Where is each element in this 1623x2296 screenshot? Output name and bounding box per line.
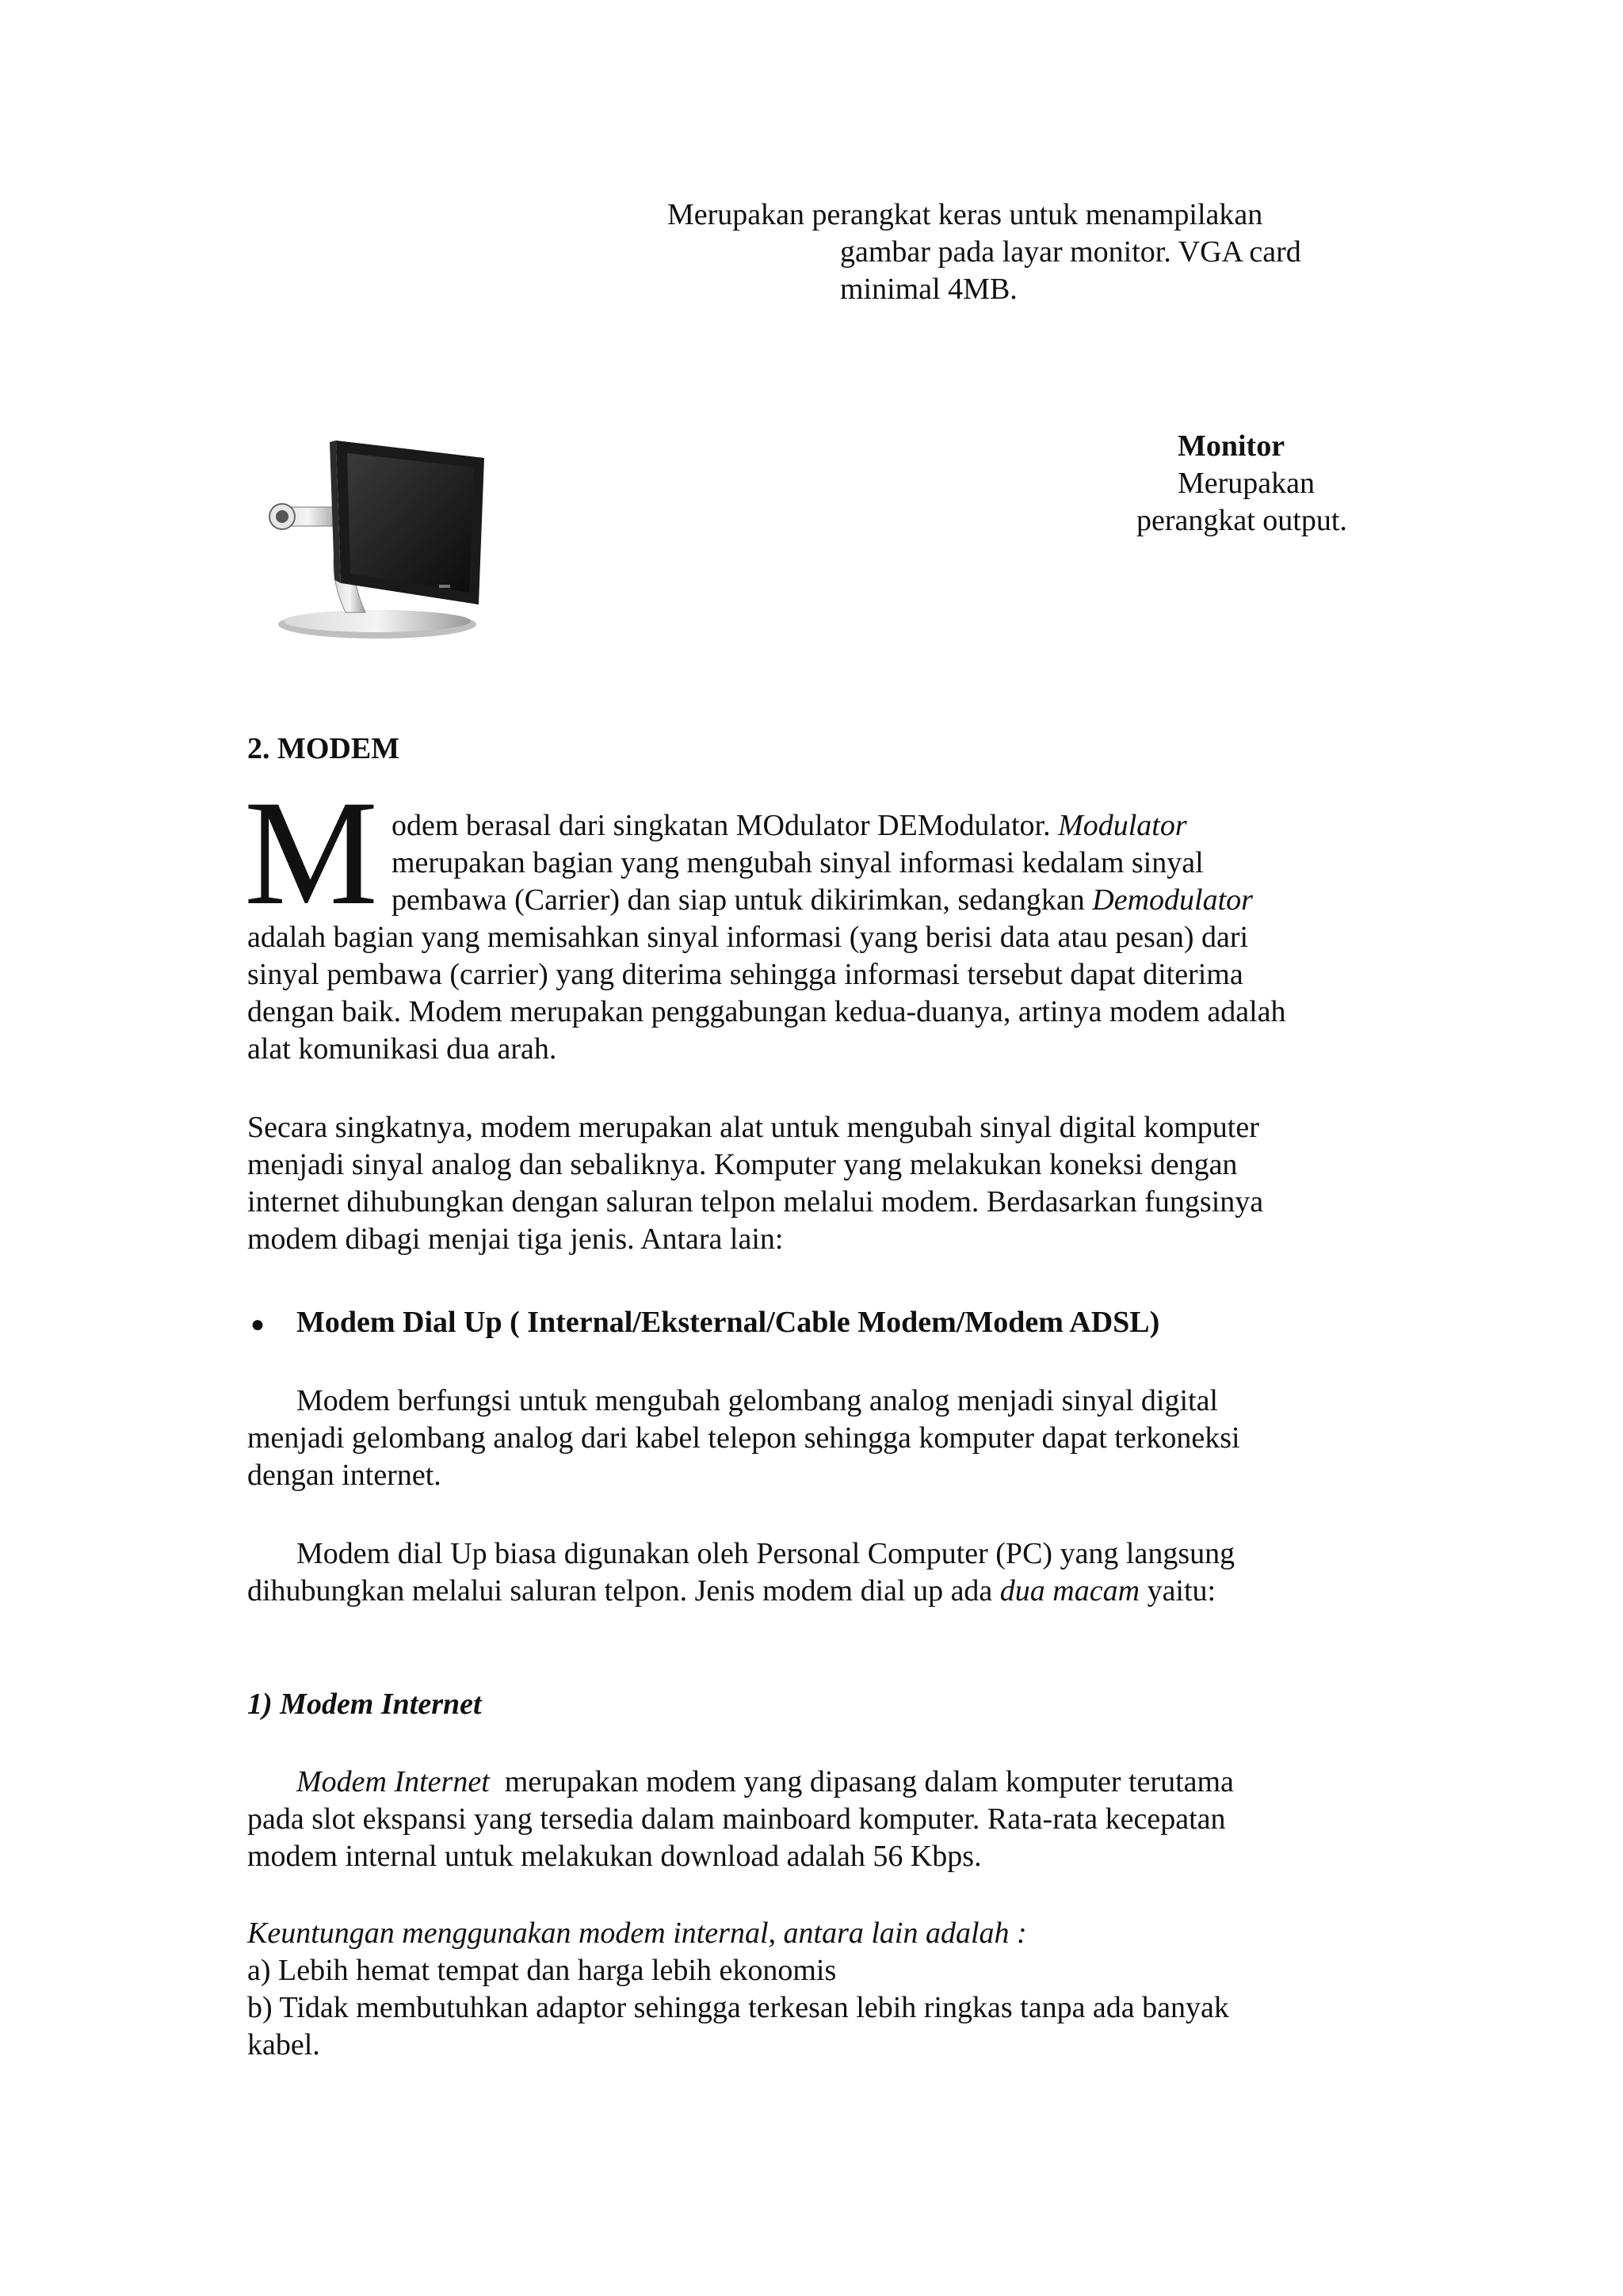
vga-line-1: Merupakan perangkat keras untuk menampilakan (667, 198, 1263, 231)
intro-line-6: dengan baik. Modem merupakan penggabungan kedua-duanya, artinya modem adalah (247, 995, 1286, 1028)
paragraph-4-line-1: Modem dial Up biasa digunakan oleh Personal Computer (PC) yang langsung (296, 1537, 1235, 1570)
monitor-image (258, 434, 496, 642)
intro-line-5: sinyal pembawa (carrier) yang diterima sehingga informasi tersebut dapat diterima (247, 958, 1243, 991)
intro-line-3 (391, 882, 1253, 919)
subheading-modem-internet: 1) Modem Internet (247, 1688, 482, 1721)
drop-cap: M (244, 770, 378, 936)
paragraph-2-line-3: internet dihubungkan dengan saluran telpon melalui modem. Berdasarkan fungsinya (247, 1185, 1264, 1219)
vga-description (667, 196, 1381, 308)
paragraph-3-line-1: Modem berfungsi untuk mengubah gelombang analog menjadi sinyal digital (296, 1384, 1218, 1417)
section-heading-modem: 2. MODEM (247, 732, 400, 765)
bullet-modem-dial-up: Modem Dial Up ( Internal/Eksternal/Cable Modem/Modem ADSL) (296, 1306, 1160, 1339)
paragraph-3-line-3: dengan internet. (247, 1459, 441, 1492)
vga-line-3: minimal 4MB. (840, 273, 1018, 306)
modulator-term: Modulator (1058, 809, 1187, 842)
intro-line-2: merupakan bagian yang mengubah sinyal informasi kedalam sinyal (391, 846, 1204, 879)
paragraph-5-line-1 (296, 1764, 1234, 1801)
advantage-a: a) Lebih hemat tempat dan harga lebih ekonomis (247, 1954, 837, 1987)
intro-line-3-text: pembawa (Carrier) dan siap untuk dikirimkan, sedangkan (391, 883, 1093, 917)
paragraph-4-line-2-text: dihubungkan melalui saluran telpon. Jenis modem dial up ada (247, 1574, 1000, 1608)
vga-line-2: gambar pada layar monitor. VGA card (840, 235, 1301, 269)
intro-line-7: alat komunikasi dua arah. (247, 1032, 557, 1066)
intro-line-1-text: odem berasal dari singkatan MOdulator DEModulator. (391, 809, 1059, 842)
paragraph-5-line-1-text: merupakan modem yang dipasang dalam komputer terutama (489, 1765, 1234, 1798)
monitor-caption-line-2: perangkat output. (1136, 504, 1347, 537)
paragraph-4-line-2-end: yaitu: (1140, 1574, 1216, 1608)
paragraph-2-line-2: menjadi sinyal analog dan sebaliknya. Komputer yang melakukan koneksi dengan (247, 1148, 1238, 1181)
paragraph-5-line-2: pada slot ekspansi yang tersedia dalam mainboard komputer. Rata-rata kecepatan (247, 1802, 1226, 1836)
paragraph-4-line-2 (247, 1573, 1216, 1610)
intro-line-1 (391, 807, 1187, 845)
monitor-title: Monitor (1178, 429, 1285, 463)
advantages-heading: Keuntungan menggunakan modem internal, antara lain adalah : (247, 1917, 1027, 1950)
paragraph-2-line-4: modem dibagi menjai tiga jenis. Antara lain: (247, 1222, 784, 1256)
monitor-caption-line-1: Merupakan (1178, 467, 1316, 500)
bullet-icon: ● (250, 1311, 265, 1337)
paragraph-3-line-2: menjadi gelombang analog dari kabel telepon sehingga komputer dapat terkoneksi (247, 1421, 1240, 1455)
modem-internet-term: Modem Internet (296, 1765, 490, 1798)
paragraph-5-line-3: modem internal untuk melakukan download adalah 56 Kbps. (247, 1840, 982, 1873)
advantage-b-line-2: kabel. (247, 2028, 320, 2061)
demodulator-term: Demodulator (1092, 883, 1253, 917)
advantage-b-line-1: b) Tidak membutuhkan adaptor sehingga terkesan lebih ringkas tanpa ada banyak (247, 1991, 1229, 2024)
intro-line-4: adalah bagian yang memisahkan sinyal informasi (yang berisi data atau pesan) dari (247, 921, 1249, 954)
paragraph-2-line-1: Secara singkatnya, modem merupakan alat untuk mengubah sinyal digital komputer (247, 1111, 1259, 1144)
dua-macam-term: dua macam (999, 1574, 1140, 1608)
